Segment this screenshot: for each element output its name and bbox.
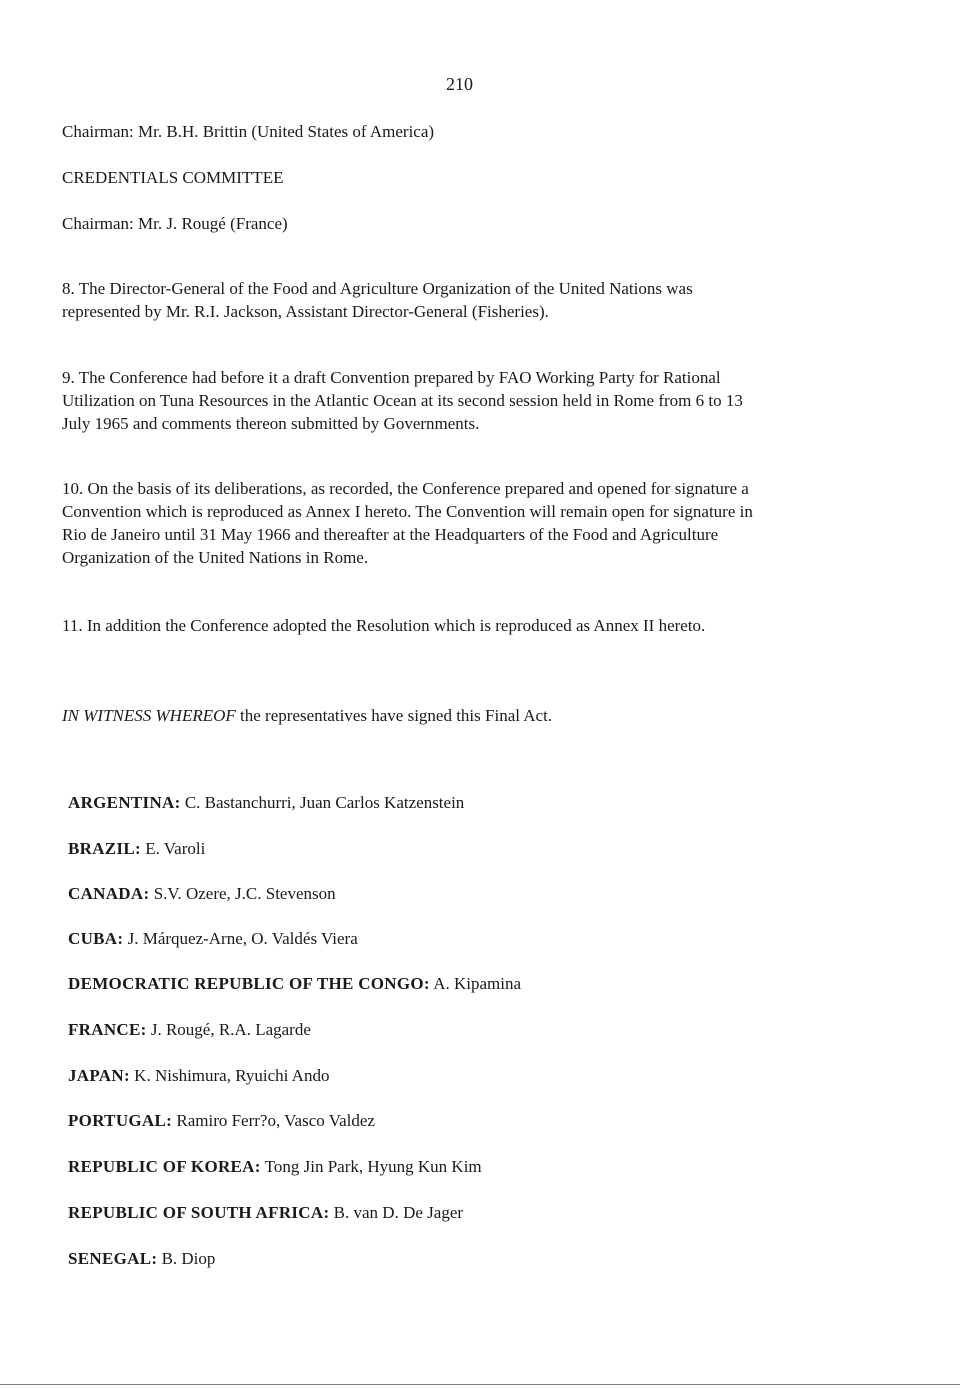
signatory-line <box>68 1111 375 1131</box>
signatory-country: PORTUGAL: <box>68 1111 173 1130</box>
signatory-line <box>68 1020 311 1040</box>
signatory-names: Ramiro Ferr?o, Vasco Valdez <box>172 1111 375 1130</box>
credentials-committee-heading: CREDENTIALS COMMITTEE <box>62 168 284 187</box>
signatory-country: REPUBLIC OF KOREA: <box>68 1157 261 1176</box>
signatory-country: REPUBLIC OF SOUTH AFRICA: <box>68 1203 330 1222</box>
signatory-names: E. Varoli <box>140 839 206 858</box>
signatory-names: B. Diop <box>157 1249 216 1268</box>
paragraph-line: Organization of the United Nations in Rome. <box>62 548 369 567</box>
paragraph-line: Convention which is reproduced as Annex I hereto. The Convention will remain open for signature in <box>62 502 753 521</box>
bottom-rule <box>0 1384 960 1385</box>
in-witness-italic: IN WITNESS WHEREOF <box>62 706 236 725</box>
paragraph-line: July 1965 and comments thereon submitted by Governments. <box>62 414 480 433</box>
signatory-line <box>68 974 521 994</box>
signatory-line <box>68 884 336 904</box>
signatory-names: Tong Jin Park, Hyung Kun Kim <box>260 1157 482 1176</box>
in-witness-clause <box>62 704 884 727</box>
signatory-country: CANADA: <box>68 884 150 903</box>
signatory-names: K. Nishimura, Ryuichi Ando <box>129 1066 330 1085</box>
signatory-country: BRAZIL: <box>68 839 141 858</box>
credentials-chairman-line: Chairman: Mr. J. Rougé (France) <box>62 214 288 233</box>
signatory-country: SENEGAL: <box>68 1249 158 1268</box>
paragraph-8 <box>62 277 884 323</box>
paragraph-9 <box>62 366 884 435</box>
paragraph-line: 9. The Conference had before it a draft Convention prepared by FAO Working Party for Rational <box>62 368 721 387</box>
signatory-names: J. Márquez-Arne, O. Valdés Viera <box>123 929 358 948</box>
signatory-line <box>68 1157 482 1177</box>
page-number: 210 <box>446 74 473 94</box>
paragraph-line: 10. On the basis of its deliberations, as recorded, the Conference prepared and opened for signature a <box>62 479 749 498</box>
paragraph-11 <box>62 614 884 637</box>
paragraph-line: Rio de Janeiro until 31 May 1966 and thereafter at the Headquarters of the Food and Agriculture <box>62 525 719 544</box>
signatory-country: JAPAN: <box>68 1066 130 1085</box>
signatory-country: ARGENTINA: <box>68 793 181 812</box>
signatory-country: CUBA: <box>68 929 124 948</box>
signatory-country: DEMOCRATIC REPUBLIC OF THE CONGO: <box>68 974 430 993</box>
in-witness-text: the representatives have signed this Final Act. <box>235 706 553 725</box>
signatory-line <box>68 1203 463 1223</box>
signatory-line <box>68 793 464 813</box>
signatory-line <box>68 1066 329 1086</box>
signatory-country: FRANCE: <box>68 1020 147 1039</box>
signatory-names: S.V. Ozere, J.C. Stevenson <box>149 884 336 903</box>
signatory-names: A. Kipamina <box>429 974 522 993</box>
signatory-line <box>68 929 358 949</box>
paragraph-line: 8. The Director-General of the Food and Agriculture Organization of the United Nations was <box>62 279 693 298</box>
chairman-line: Chairman: Mr. B.H. Brittin (United States of America) <box>62 122 435 141</box>
paragraph-line: Utilization on Tuna Resources in the Atlantic Ocean at its second session held in Rome from 6 to 13 <box>62 391 743 410</box>
paragraph-line: represented by Mr. R.I. Jackson, Assistant Director-General (Fisheries). <box>62 302 549 321</box>
signatory-names: J. Rougé, R.A. Lagarde <box>146 1020 311 1039</box>
signatory-line <box>68 1249 215 1269</box>
signatory-line <box>68 839 205 859</box>
paragraph-10 <box>62 477 884 569</box>
paragraph-line: 11. In addition the Conference adopted the Resolution which is reproduced as Annex II hereto. <box>62 616 706 635</box>
signatory-names: C. Bastanchurri, Juan Carlos Katzenstein <box>180 793 465 812</box>
signatory-names: B. van D. De Jager <box>329 1203 464 1222</box>
